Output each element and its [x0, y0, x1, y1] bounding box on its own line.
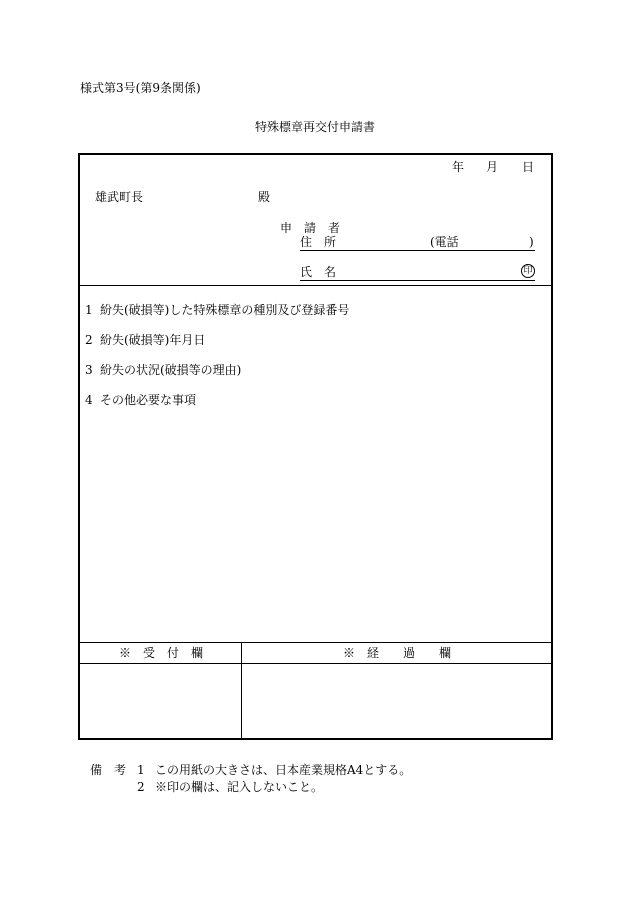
name-underline: [300, 280, 535, 281]
item-number: 4: [85, 393, 93, 407]
form-item: [80, 333, 551, 347]
item-number: 2: [85, 333, 93, 347]
progress-column-header: ※ 経 過 欄: [342, 646, 451, 660]
phone-label: (電話: [430, 235, 459, 249]
address-label: 住 所: [300, 235, 337, 249]
item-text: 紛失(破損等)年月日: [100, 333, 206, 347]
name-label: 氏 名: [300, 265, 337, 279]
office-use-header-rule: [80, 663, 551, 664]
note-number: 2: [137, 780, 145, 794]
reception-column-header: ※ 受 付 欄: [118, 646, 203, 660]
notes-label: 備 考: [90, 763, 127, 777]
item-text: 紛失の状況(破損等の理由): [100, 363, 242, 377]
form-item: [80, 393, 551, 407]
applicant-label: 申 請 者: [280, 221, 341, 235]
date-day-label: 日: [522, 160, 535, 174]
date-month-label: 月: [486, 160, 499, 174]
applicant-section-divider: [80, 285, 551, 286]
form-number: 様式第3号(第9条関係): [80, 81, 201, 95]
note-text: この用紙の大きさは、日本産業規格A4とする。: [155, 763, 412, 777]
note-text: ※印の欄は、記入しないこと。: [155, 780, 324, 794]
form-item: [80, 363, 551, 377]
addressee-honorific: 殿: [258, 190, 271, 204]
item-number: 1: [85, 303, 93, 317]
item-number: 3: [85, 363, 93, 377]
note-number: 1: [137, 763, 145, 777]
form-item: [80, 303, 551, 317]
seal-mark: 印: [521, 264, 535, 278]
item-text: 紛失(破損等)した特殊標章の種別及び登録番号: [100, 303, 350, 317]
application-form-box: [78, 153, 553, 740]
date-year-label: 年: [452, 160, 465, 174]
office-use-top-rule: [80, 642, 551, 643]
addressee-name: 雄武町長: [95, 190, 144, 204]
phone-close-paren: ): [529, 235, 534, 249]
address-underline: [300, 250, 535, 251]
item-text: その他必要な事項: [100, 393, 197, 407]
document-title: 特殊標章再交付申請書: [254, 120, 375, 134]
